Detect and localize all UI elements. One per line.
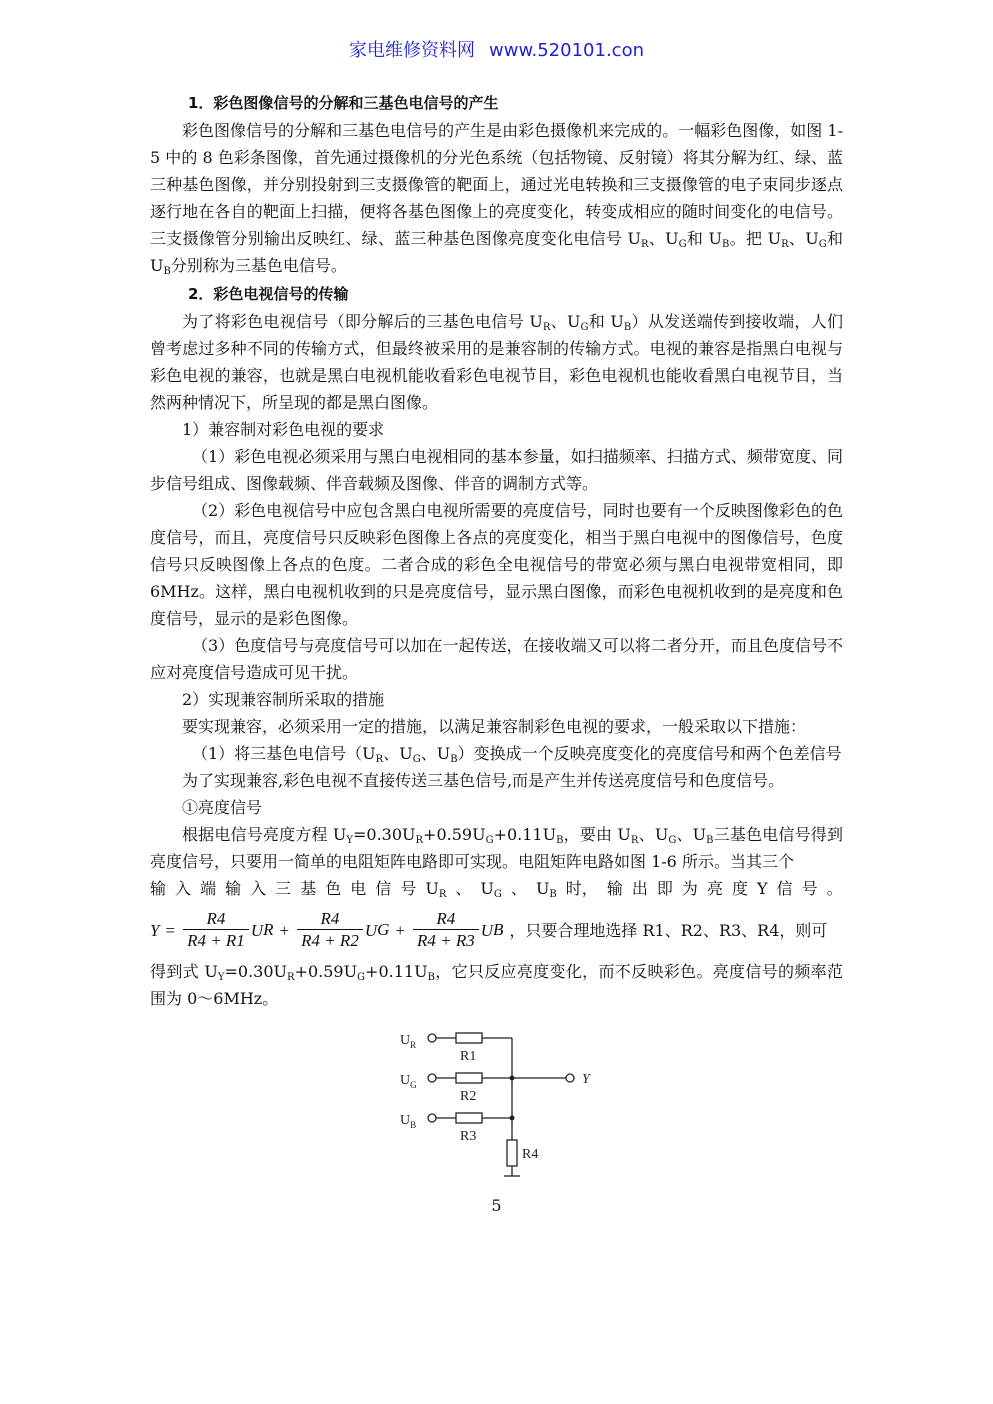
spread-word: 号: [801, 879, 818, 898]
spread-word: 、: [455, 879, 472, 898]
spread-word: 即: [656, 879, 673, 898]
spread-word: 度: [731, 879, 748, 898]
spread-word: 亮: [706, 879, 723, 898]
section-1-paragraph: 彩色图像信号的分解和三基色电信号的产生是由彩色摄像机来完成的。一幅彩色图像，如图 1-5 中的 8 色彩条图像，首先通过摄像机的分光色系统（包括物镜、反射镜）将其分解为红、绿、蓝三种基色图像，并分别投射到三支摄像管的靶面上，通过光电转换和三支摄像管的电子束同步逐点逐行地在各自的靶面上扫描，便将各基色图像上的亮度变化，转变成相应的随时间变化的电信号。三支摄像管分别输出反映红、绿、蓝三种基色图像亮度变化电信号 $U_R$、$U_G$和 $U_B$。把 $U_R$、$U_G$和 $U_B$分别称为三基色电信号。: [150, 121, 843, 277]
measure-1: （1）将三基色电信号（$U_R$、$U_G$、$U_B$）变换成一个反映亮度变化的亮度信号和两个色差信号: [192, 744, 842, 765]
input-ug-label: $U_G$: [400, 1073, 417, 1090]
output-y-label: Y: [582, 1072, 590, 1087]
spread-word: 入: [175, 879, 192, 898]
spread-word: Y: [757, 879, 768, 898]
page-header: [0, 36, 993, 62]
subheading-measures: 2）实现兼容制所采取的措施: [182, 690, 385, 709]
spread-word: 色: [325, 879, 342, 898]
spread-word: $U_G$: [480, 879, 502, 900]
output-terminal: [566, 1074, 574, 1082]
requirement-2: （2）彩色电视信号中应包含黑白电视所需要的亮度信号，同时也要有一个反映图像彩色的色度信号，而且，亮度信号只反映彩色图像上各点的亮度变化，相当于黑白电视中的图像信号，色度信号只反映图像上各点的色度。二者合成的彩色全电视信号的带宽必须与黑白电视带宽相同，即 6MHz。这样，黑白电视机收到的只是亮度信号，显示黑白图像，而彩色电视机收到的是亮度和色度信号，显示的是彩色图像。: [150, 501, 843, 628]
r3-label: R3: [460, 1129, 477, 1144]
spread-text-line: [150, 875, 843, 902]
input-ug-terminal: [428, 1074, 436, 1082]
resistor-matrix-diagram: [390, 1018, 600, 1188]
spread-word: 。: [826, 879, 843, 898]
spread-word: 出: [631, 879, 648, 898]
spread-word: 三: [275, 879, 292, 898]
page-number: 5: [491, 1196, 502, 1215]
spread-word: 时，: [565, 879, 598, 898]
luminance-heading: ①亮度信号: [182, 798, 263, 817]
formula-result-paragraph: 得到式 $U_Y=0.30U_R+0.59U_G+0.11U_B$，它只反应亮度变化，而不反映彩色。亮度信号的频率范围为 0～6MHz。: [150, 962, 843, 1008]
measures-paragraph: 为了实现兼容,彩色电视不直接传送三基色信号,而是产生并传送亮度信号和色度信号。: [182, 771, 785, 790]
input-ur-label: $U_R$: [400, 1033, 417, 1050]
resistor-r2: [456, 1073, 482, 1083]
junction-dot: [510, 1076, 515, 1081]
section-1-heading: 1．彩色图像信号的分解和三基色电信号的产生: [188, 94, 499, 112]
spread-word: 信: [375, 879, 392, 898]
spread-word: 、: [510, 879, 527, 898]
header-site-name: 家电维修资料网: [349, 40, 475, 61]
header-url[interactable]: www.520101.con: [489, 40, 644, 61]
spread-word: 为: [681, 879, 698, 898]
spread-word: 入: [250, 879, 267, 898]
spread-word: $U_B$: [535, 879, 557, 900]
spread-word: 号: [400, 879, 417, 898]
measures-intro: 要实现兼容，必须采用一定的措施，以满足兼容制彩色电视的要求，一般采取以下措施：: [182, 717, 807, 736]
input-ub-label: $U_B$: [400, 1113, 417, 1130]
r1-label: R1: [460, 1049, 477, 1064]
luminance-formula: Y = $\frac{R4}{R4 + R1}$ U R + $\frac{R4}{R4 + R2}$ U G + $\frac{R4}{R4 + R3}$ U B ，只要合理地选择 R1、R2、R3、R4，则可: [150, 908, 828, 950]
resistor-r3: [456, 1113, 482, 1123]
r2-label: R2: [460, 1089, 477, 1104]
input-ur-terminal: [428, 1034, 436, 1042]
document-body: [150, 88, 843, 1012]
junction-dot: [510, 1116, 515, 1121]
luminance-paragraph: 根据电信号亮度方程 $U_Y=0.30U_R+0.59U_G+0.11U_B$，要由 $U_R$、$U_G$、$U_B$三基色电信号得到亮度信号，只要用一简单的电阻矩阵电路即可实现。电阻矩阵电路如图 1-6 所示。当其三个: [150, 825, 843, 871]
spread-word: 输: [606, 879, 623, 898]
resistor-r1: [456, 1033, 482, 1043]
subheading-requirements: 1）兼容制对彩色电视的要求: [182, 420, 385, 439]
spread-word: 电: [350, 879, 367, 898]
section-2-intro-paragraph: 为了将彩色电视信号（即分解后的三基色电信号 $U_R$、$U_G$和 $U_B$）从发送端传到接收端，人们曾考虑过多种不同的传输方式，但最终被采用的是兼容制的传输方式。电视的兼容是指黑白电视与彩色电视的兼容，也就是黑白电视机能收看彩色电视节目，彩色电视机也能收看黑白电视节目，当然两种情况下，所呈现的都是黑白图像。: [150, 312, 843, 412]
spread-word: 输: [150, 879, 167, 898]
spread-word: 基: [300, 879, 317, 898]
resistor-r4: [507, 1140, 517, 1166]
input-ub-terminal: [428, 1114, 436, 1122]
spread-word: $U_R$: [425, 879, 447, 900]
requirement-3: （3）色度信号与亮度信号可以加在一起传送，在接收端又可以将二者分开，而且色度信号不应对亮度信号造成可见干扰。: [150, 636, 843, 682]
spread-word: 端: [200, 879, 217, 898]
section-2-heading: 2．彩色电视信号的传输: [188, 285, 349, 303]
requirement-1: （1）彩色电视必须采用与黑白电视相同的基本参量，如扫描频率、扫描方式、频带宽度、同步信号组成、图像载频、伴音载频及图像、伴音的调制方式等。: [150, 447, 843, 493]
spread-word: 信: [776, 879, 793, 898]
spread-word: 输: [225, 879, 242, 898]
r4-label: R4: [522, 1147, 539, 1162]
